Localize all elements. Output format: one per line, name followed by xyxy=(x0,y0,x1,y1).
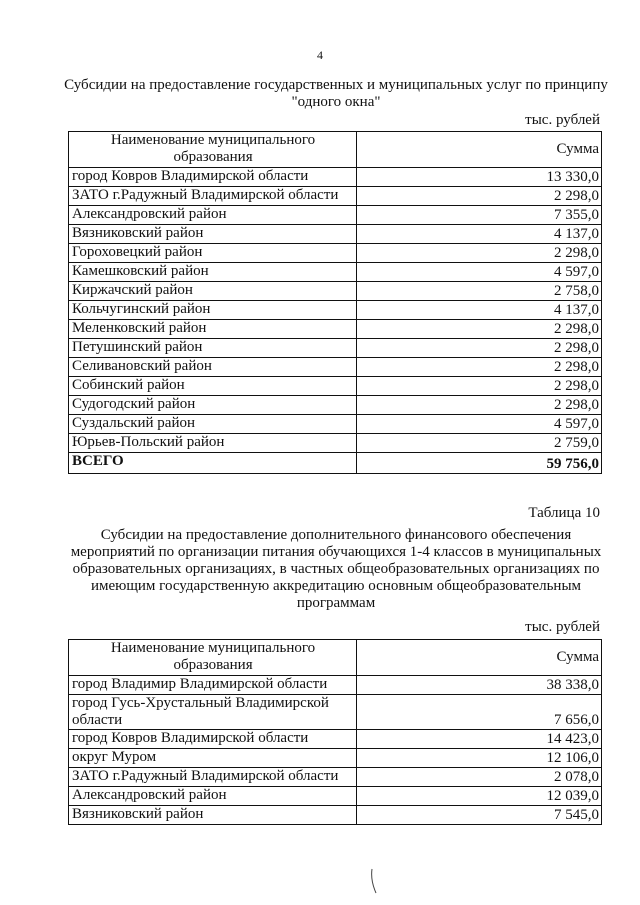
row-name-cell: Александровский район xyxy=(69,206,357,225)
row-sum-cell: 4 137,0 xyxy=(357,225,602,244)
table-row xyxy=(69,434,602,453)
row-name-cell: Селивановский район xyxy=(69,358,357,377)
table-total-row xyxy=(69,453,602,474)
row-sum-cell: 2 759,0 xyxy=(357,434,602,453)
row-name-cell: Кольчугинский район xyxy=(69,301,357,320)
table-row xyxy=(69,787,602,806)
row-sum-cell: 2 298,0 xyxy=(357,187,602,206)
row-sum-cell: 7 656,0 xyxy=(357,695,602,730)
row-name-cell: город Ковров Владимирской области xyxy=(69,168,357,187)
row-sum-cell: 2 298,0 xyxy=(357,244,602,263)
row-sum-cell: 13 330,0 xyxy=(357,168,602,187)
row-name-cell: Меленковский район xyxy=(69,320,357,339)
header-sum-cell: Сумма xyxy=(357,640,602,676)
table-row xyxy=(69,244,602,263)
table-caption: Таблица 10 xyxy=(528,505,600,521)
row-name-cell: Гороховецкий район xyxy=(69,244,357,263)
table-row xyxy=(69,320,602,339)
row-sum-cell: 12 106,0 xyxy=(357,749,602,768)
section2-title: Субсидии на предоставление дополнительного финансового обеспечения мероприятий по организации питания обучающихся 1-4 классов в муниципальных образовательных организациях, в частных общеобразовательных организациях по имеющим государственную аккредитацию основным общеобразовательным программам xyxy=(70,527,602,611)
row-name-cell: ЗАТО г.Радужный Владимирской области xyxy=(69,187,357,206)
row-name-cell: город Владимир Владимирской области xyxy=(69,676,357,695)
header-name-cell: Наименование муниципального образования xyxy=(69,640,357,676)
table-row xyxy=(69,225,602,244)
row-sum-cell: 2 298,0 xyxy=(357,358,602,377)
row-name-cell: ЗАТО г.Радужный Владимирской области xyxy=(69,768,357,787)
table-row xyxy=(69,282,602,301)
row-name-cell: Вязниковский район xyxy=(69,225,357,244)
table-row xyxy=(69,377,602,396)
section2-table xyxy=(68,639,602,825)
row-name-cell: Собинский район xyxy=(69,377,357,396)
row-name-cell: город Ковров Владимирской области xyxy=(69,730,357,749)
total-label-cell: ВСЕГО xyxy=(69,453,357,474)
table-row xyxy=(69,301,602,320)
row-sum-cell: 38 338,0 xyxy=(357,676,602,695)
row-name-cell: Камешковский район xyxy=(69,263,357,282)
row-sum-cell: 4 137,0 xyxy=(357,301,602,320)
table-header-row xyxy=(69,132,602,168)
page-number: 4 xyxy=(317,48,323,62)
row-name-cell: Петушинский район xyxy=(69,339,357,358)
row-sum-cell: 14 423,0 xyxy=(357,730,602,749)
row-name-cell: Юрьев-Польский район xyxy=(69,434,357,453)
table-row xyxy=(69,339,602,358)
row-sum-cell: 7 355,0 xyxy=(357,206,602,225)
row-name-cell: округ Муром xyxy=(69,749,357,768)
row-sum-cell: 2 758,0 xyxy=(357,282,602,301)
table-row xyxy=(69,806,602,825)
row-name-cell: Вязниковский район xyxy=(69,806,357,825)
table-row xyxy=(69,206,602,225)
section1-units: тыс. рублей xyxy=(525,112,600,128)
row-sum-cell: 2 298,0 xyxy=(357,339,602,358)
header-name-cell: Наименование муниципального образования xyxy=(69,132,357,168)
table-row xyxy=(69,415,602,434)
section1-table xyxy=(68,131,602,474)
table-row xyxy=(69,396,602,415)
header-sum-cell: Сумма xyxy=(357,132,602,168)
table-row xyxy=(69,168,602,187)
section1-table-body xyxy=(69,132,602,474)
table-row xyxy=(69,676,602,695)
row-name-cell: Судогодский район xyxy=(69,396,357,415)
row-sum-cell: 2 298,0 xyxy=(357,320,602,339)
total-sum-cell: 59 756,0 xyxy=(357,453,602,474)
table-row xyxy=(69,358,602,377)
table-row xyxy=(69,263,602,282)
row-name-cell: Киржачский район xyxy=(69,282,357,301)
row-name-cell: Александровский район xyxy=(69,787,357,806)
table-row xyxy=(69,695,602,730)
table-row xyxy=(69,749,602,768)
table-row xyxy=(69,730,602,749)
row-sum-cell: 4 597,0 xyxy=(357,263,602,282)
table-row xyxy=(69,187,602,206)
pen-mark xyxy=(370,868,378,894)
row-name-cell: город Гусь-Хрустальный Владимирской области xyxy=(69,695,357,730)
row-sum-cell: 2 078,0 xyxy=(357,768,602,787)
section2-units: тыс. рублей xyxy=(525,619,600,635)
row-sum-cell: 2 298,0 xyxy=(357,377,602,396)
row-sum-cell: 4 597,0 xyxy=(357,415,602,434)
row-sum-cell: 2 298,0 xyxy=(357,396,602,415)
section1-title: Субсидии на предоставление государственных и муниципальных услуг по принципу "одного окна" xyxy=(64,77,608,110)
row-sum-cell: 12 039,0 xyxy=(357,787,602,806)
section2-table-body xyxy=(69,640,602,825)
table-row xyxy=(69,768,602,787)
table-header-row xyxy=(69,640,602,676)
row-sum-cell: 7 545,0 xyxy=(357,806,602,825)
row-name-cell: Суздальский район xyxy=(69,415,357,434)
